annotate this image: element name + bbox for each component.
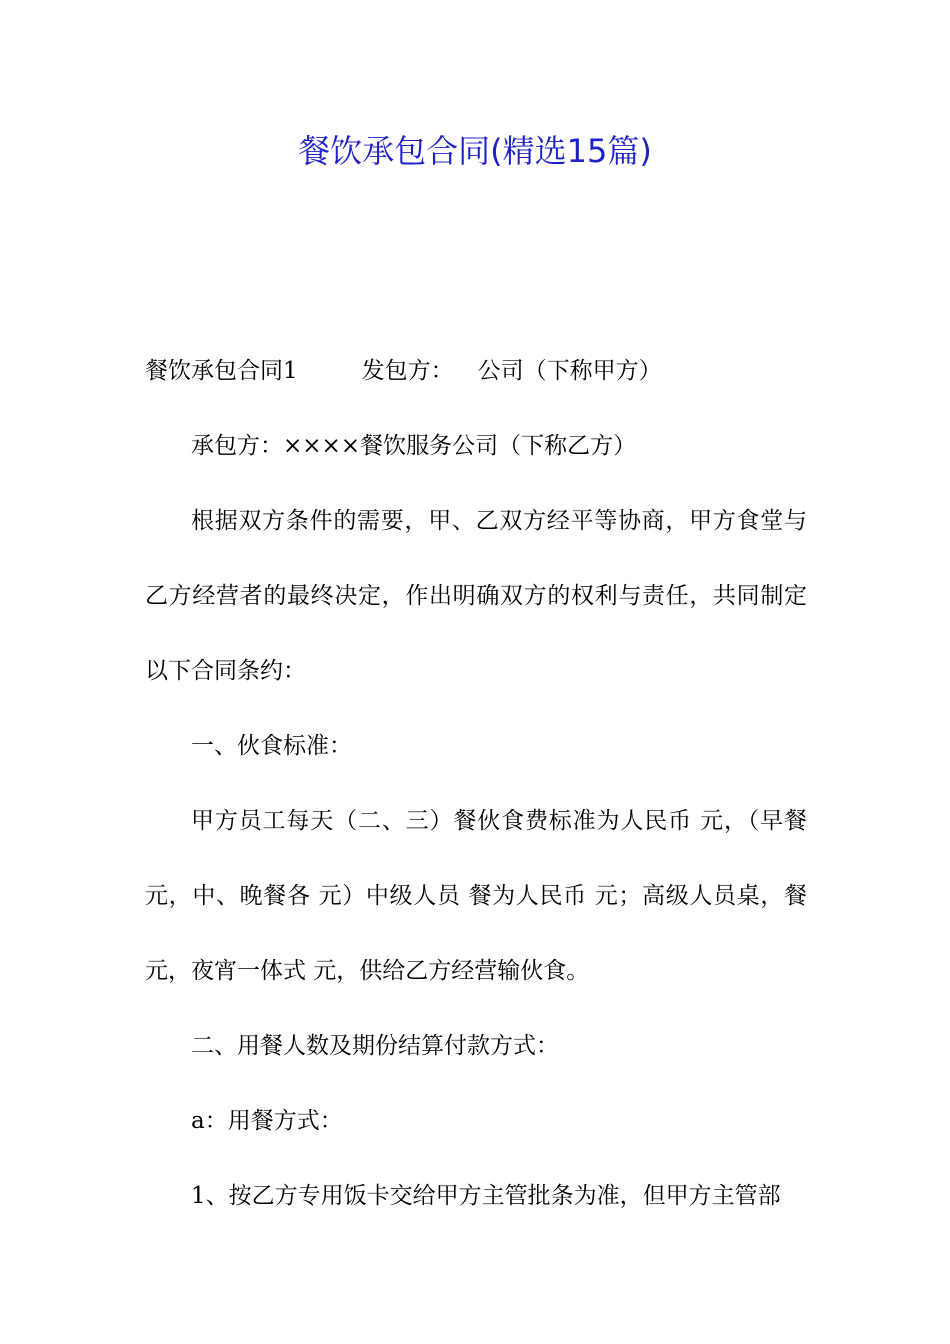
paragraph-preamble: 根据双方条件的需要，甲、乙双方经平等协商，甲方食堂与乙方经营者的最终决定，作出明确双方的权利与责任，共同制定以下合同条约： — [145, 508, 807, 684]
document-title: 餐饮承包合同(精选15篇) — [298, 132, 652, 170]
section-heading-meal-standard: 一、伙食标准： — [191, 733, 352, 759]
section-heading-settlement: 二、用餐人数及期份结算付款方式： — [191, 1033, 559, 1059]
paragraph-item-1: 1、按乙方专用饭卡交给甲方主管批条为准，但甲方主管部 — [191, 1183, 781, 1209]
document-body — [145, 334, 807, 1234]
issuer-value: 公司（下称甲方） — [477, 358, 662, 384]
subsection-heading-dining-method: a：用餐方式： — [191, 1108, 343, 1134]
paragraph-meal-standard: 甲方员工每天（二、三）餐伙食费标准为人民币 元，（早餐 元，中、晚餐各 元）中级人员 餐为人民币 元；高级人员桌，餐 元，夜宵一体式 元，供给乙方经营输伙食。 — [145, 808, 807, 984]
paragraph-contractor: 承包方：××××餐饮服务公司（下称乙方） — [191, 433, 637, 459]
contract-number-label: 餐饮承包合同1 — [145, 358, 298, 384]
issuer-label: 发包方： — [361, 358, 454, 384]
header-line — [145, 334, 807, 409]
